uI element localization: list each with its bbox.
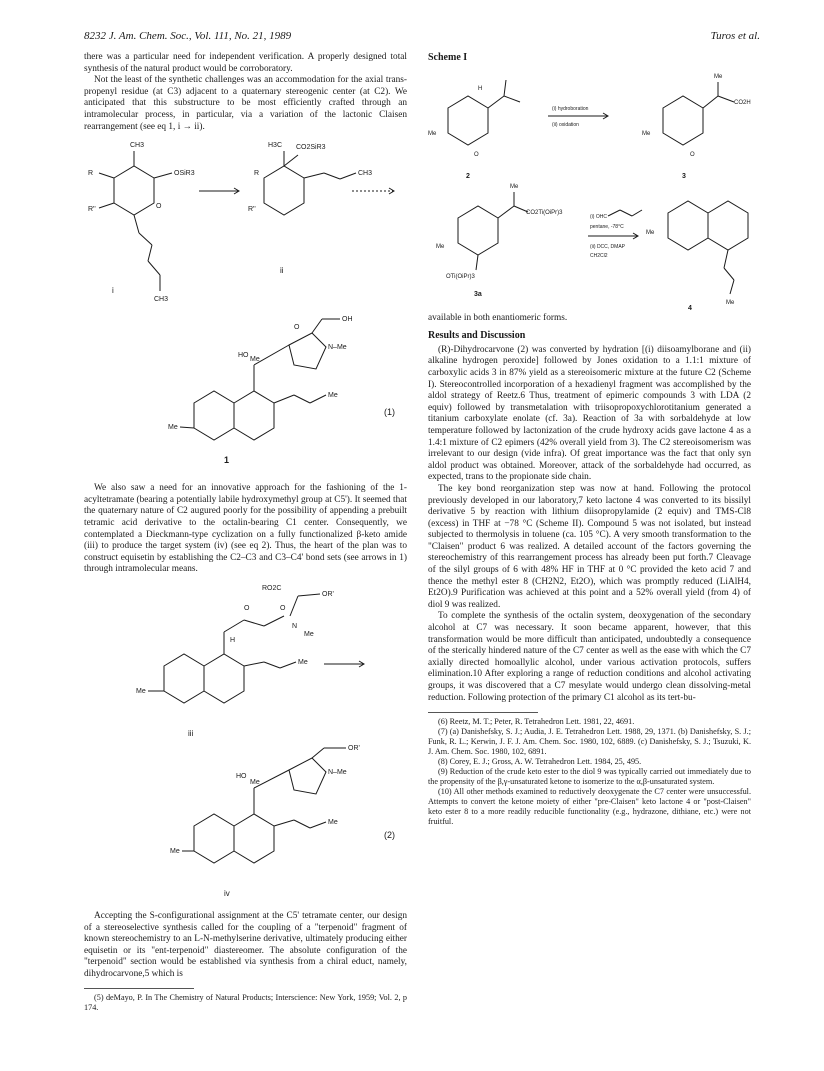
label-compound-3: 3 xyxy=(682,172,686,180)
compound-3a-ring xyxy=(458,206,498,255)
svg-text:O: O xyxy=(280,604,286,612)
paragraph: available in both enantiomeric forms. xyxy=(428,312,568,323)
svg-text:N–Me: N–Me xyxy=(328,344,347,352)
footnote-10: (10) All other methods examined to reductively deoxygenate the C7 center were unsuccessful. Attempts to convert the ketone moiety of either "pre-Claisen" keto lactone 4 or "post-Claisen" keto ester 8 to a more readily reducible functionality (e.g., hydrazone, dithiane, etc.) were not fruitful. xyxy=(428,787,751,827)
paragraph: We also saw a need for an innovative approach for the fashioning of the 1-acyltetramate (bearing a potentially labile hydroxymethyl group at C5'). It seemed that the quaternary nature of C2 augured poorly for the possibility of appending a prebuilt tetramic acid derivative to the octalin-bearing C1 center. Consequently, we contemplated a Dieckmann-type cyclization on a fully functionalized β-keto amide (iii) to produce the target system (iv) (see eq 2). Thus, the heart of the plan was to construct equisetin by establishing the C2–C3 and C3–C4' bond sets (see arrows in 1) through intramolecular means. xyxy=(84,483,407,575)
footnote-8: (8) Corey, E. J.; Gross, A. W. Tetrahedron Lett. 1984, 25, 495. xyxy=(438,757,642,767)
octalin-ring-b xyxy=(234,391,274,440)
ring-ii xyxy=(264,166,304,215)
footnote: (5) deMayo, P. In The Chemistry of Natural Products; Interscience: New York, 1959; Vol. 2, p 174. xyxy=(84,993,407,1013)
running-header-right: Turos et al. xyxy=(710,30,760,42)
label-compound-1: 1 xyxy=(224,455,230,466)
svg-text:Me: Me xyxy=(726,299,735,306)
svg-text:HO: HO xyxy=(236,772,247,780)
svg-text:R'': R'' xyxy=(88,206,96,214)
label-i: i xyxy=(112,286,114,296)
svg-text:Me: Me xyxy=(436,243,445,250)
equation-2-figure xyxy=(84,576,407,911)
step-1a: (i) hydroboration xyxy=(552,105,589,112)
me-label: Me xyxy=(642,130,651,137)
paragraph: Accepting the S-configurational assignment at the C5' tetramate center, our design of a stereoselective synthesis called for the coupling of a "terpenoid" fragment of known stereochemistry to an L-N-methylserine derivative, ultimately producing either equisetin or its "ent-terpenoid" diastereomer. The absolute configuration of the "terpenoid" section would be established via synthesis from a chiral educt, namely, dihydrocarvone,5 which is xyxy=(84,910,407,979)
svg-text:Me: Me xyxy=(714,73,723,80)
svg-text:N–Me: N–Me xyxy=(328,768,347,776)
label-compound-2: 2 xyxy=(466,172,470,180)
equation-number-2: (2) xyxy=(384,829,395,840)
footnote-9: (9) Reduction of the crude keto ester to the diol 9 was typically carried out immediately due to the propensity of the β,γ-unsaturated ketone to isomerize to the α,β-unsaturated system. xyxy=(428,767,751,787)
label-iv: iv xyxy=(224,888,230,898)
octalin-iii-a xyxy=(164,654,204,703)
right-column xyxy=(428,52,751,827)
compound-2-ring xyxy=(448,96,488,145)
svg-text:RO2C: RO2C xyxy=(262,584,282,592)
octalin-iii-b xyxy=(204,654,244,703)
svg-text:Me: Me xyxy=(250,778,260,786)
svg-text:CO2SiR3: CO2SiR3 xyxy=(296,144,326,152)
svg-text:Me: Me xyxy=(328,392,338,400)
otip-label: OTi(OiPr)3 xyxy=(446,273,475,280)
svg-text:OH: OH xyxy=(342,316,353,324)
svg-text:OSiR3: OSiR3 xyxy=(174,170,195,178)
svg-text:CH3: CH3 xyxy=(154,296,169,304)
octalin-iv-a xyxy=(194,814,234,863)
svg-text:O: O xyxy=(244,604,250,612)
footnote-6: (6) Reetz, M. T.; Peter, R. Tetrahedron Lett. 1981, 22, 4691. xyxy=(438,717,635,727)
svg-text:Me: Me xyxy=(136,687,146,695)
svg-text:O: O xyxy=(690,151,695,158)
label-iii: iii xyxy=(188,728,194,738)
svg-text:CH3: CH3 xyxy=(358,170,373,178)
left-column xyxy=(84,52,407,1013)
scheme-1-figure xyxy=(428,68,751,313)
svg-text:N: N xyxy=(292,622,298,630)
svg-text:H: H xyxy=(478,85,483,92)
scheme-title: Scheme I xyxy=(428,52,468,63)
compound-3-ring xyxy=(663,96,703,145)
step-2b: pentane, -78°C xyxy=(590,223,624,230)
svg-text:HO: HO xyxy=(238,352,249,360)
equation-1-figure xyxy=(84,133,407,483)
svg-text:Me: Me xyxy=(428,130,437,137)
step-2a: (i) OHC xyxy=(590,213,607,220)
svg-text:Me: Me xyxy=(510,183,519,190)
svg-text:OR': OR' xyxy=(322,590,334,598)
footnote-rule xyxy=(84,988,194,989)
section-heading: Results and Discussion xyxy=(428,330,526,342)
label-ii: ii xyxy=(280,266,284,276)
svg-text:R: R xyxy=(88,170,94,178)
label-compound-4: 4 xyxy=(688,304,692,312)
svg-text:Me: Me xyxy=(646,229,655,236)
octalin-iv-b xyxy=(234,814,274,863)
step-2c: (ii) DCC, DMAP xyxy=(590,243,625,250)
paragraph: The key bond reorganization step was now at hand. Following the protocol previously developed in our laboratory,7 keto lactone 4 was converted to its bissilyl derivative 5 by reaction with lithium diisopropylamide (2 equiv) and TMS-Cl8 (excess) in THF at −78 °C (Scheme II). Compound 5 was not isolated, but instead subjected to thermolysis in toluene (ca. 105 °C). A very smooth transformation to the "Claisen" product 6 was realized. A detailed account of the factors governing the stereochemistry of this rearrangement process has already been put forth.7 Cleavage of the silyl groups of 6 with 48% HF in THF at 0 °C provided the keto acid 7 and thence the methyl ester 8 (CH2N2, Et2O), which was promptly reduced (LiAlH4, Et2O).9 Purification was achieved at this point and a 52% overall yield (from 4) of diol 9 was realized. xyxy=(428,483,751,610)
svg-text:Me: Me xyxy=(328,818,338,826)
paragraph: To complete the synthesis of the octalin system, deoxygenation of the secondary alcohol at C7 was necessary. It soon became apparent, however, that this transformation would be more difficult than anticipated, undoubtedly a consequence of the sterically hindered nature of the C7 center as well as the ease with which the C7 axially directed homoallylic alcohol, under various activation protocols, suffers elimination.10 After exploring a range of reduction conditions and alcohol activating groups, it was discovered that a C7 mesylate would undergo clean dissolving-metal reduction. Following protection of the primary C1 alcohol as its tert-bu- xyxy=(428,611,751,703)
tetramate-ring-iv xyxy=(289,758,326,794)
svg-text:H: H xyxy=(230,636,236,644)
svg-text:R: R xyxy=(254,170,260,178)
co2h-label: CO2H xyxy=(734,99,751,106)
svg-text:O: O xyxy=(156,203,162,211)
compound-4-ring-a xyxy=(668,201,708,250)
svg-text:Me: Me xyxy=(170,847,180,855)
tetramate-ring xyxy=(289,333,326,369)
paragraph: (R)-Dihydrocarvone (2) was converted by hydration [(i) diisoamylborane and (ii) alkaline hydrogen peroxide] followed by Jones oxidation to a 1.1:1 mixture of carboxylic acids 3 in 87% yield as a stereoisomeric mixture at the future C2 (Scheme I). Stereocontrolled incorporation of a hexadienyl fragment was accomplished by the aldol strategy of Reetz.6 Thus, treatment of epimeric compounds 3 with LDA (2 equiv) followed by transmetalation with triisopropoxychlorotitanium generated a titanium carboxylate enolate (cf. 3a). Reaction of 3a with sorbaldehyde at low temperature followed by lactonization of the crude hydroxy acids gave lactone 4 as a 1.4:1 mixture of C2 epimers (42% overall yield from 3). The C2 stereoisomerism was irrelevant to our design (vide infra). Of great importance was the fact that only syn aldol product was obtained. Moreover, attack of the sorbaldehyde had occurred, as expected, trans to the propionate side chain. xyxy=(428,344,751,483)
running-header-left: 8232 J. Am. Chem. Soc., Vol. 111, No. 21, 1989 xyxy=(84,30,292,42)
svg-text:CH3: CH3 xyxy=(130,142,145,150)
svg-text:Me: Me xyxy=(168,424,178,432)
octalin-ring-a xyxy=(194,391,234,440)
step-2d: CH2Cl2 xyxy=(590,252,608,259)
equation-number-1: (1) xyxy=(384,407,395,418)
paragraph: there was a particular need for independent verification. A properly designed total synthesis of the natural product would be corroboratory. xyxy=(84,52,407,74)
step-1b: (ii) oxidation xyxy=(552,121,579,128)
svg-text:Me: Me xyxy=(250,356,260,364)
paragraph: Not the least of the synthetic challenges was an accommodation for the axial trans-propenyl residue (at C3) adjacent to a quaternary stereogenic center (at C2). We anticipated that this substructure to be most efficiently crafted through an intramolecular process, in particular, via a variation of the lactonic Claisen rearrangement (see eq 1, i → ii). xyxy=(84,75,407,132)
svg-text:H3C: H3C xyxy=(268,142,283,150)
co2tip-label: CO2Ti(OiPr)3 xyxy=(526,209,563,216)
svg-text:R'': R'' xyxy=(248,206,256,214)
footnote-7: (7) (a) Danishefsky, S. J.; Audia, J. E. Tetrahedron Lett. 1988, 29, 1371. (b) Danishefsky, S. J.; Funk, R. L.; Kerwin, J. F. J. Am. Chem. Soc. 1980, 102, 6889. (c) Danishefsky, S. J.; Tsuzuki, K. J. Am. Chem. Soc. 1980, 102, 6891. xyxy=(428,727,751,757)
svg-text:O: O xyxy=(294,324,300,332)
footnote-rule xyxy=(428,712,538,713)
label-compound-3a: 3a xyxy=(474,290,482,298)
svg-text:Me: Me xyxy=(304,630,314,638)
svg-text:O: O xyxy=(474,151,479,158)
compound-4-ring-b xyxy=(708,201,748,250)
ring-i xyxy=(114,166,154,215)
svg-text:Me: Me xyxy=(298,658,308,666)
svg-text:OR': OR' xyxy=(348,744,360,752)
